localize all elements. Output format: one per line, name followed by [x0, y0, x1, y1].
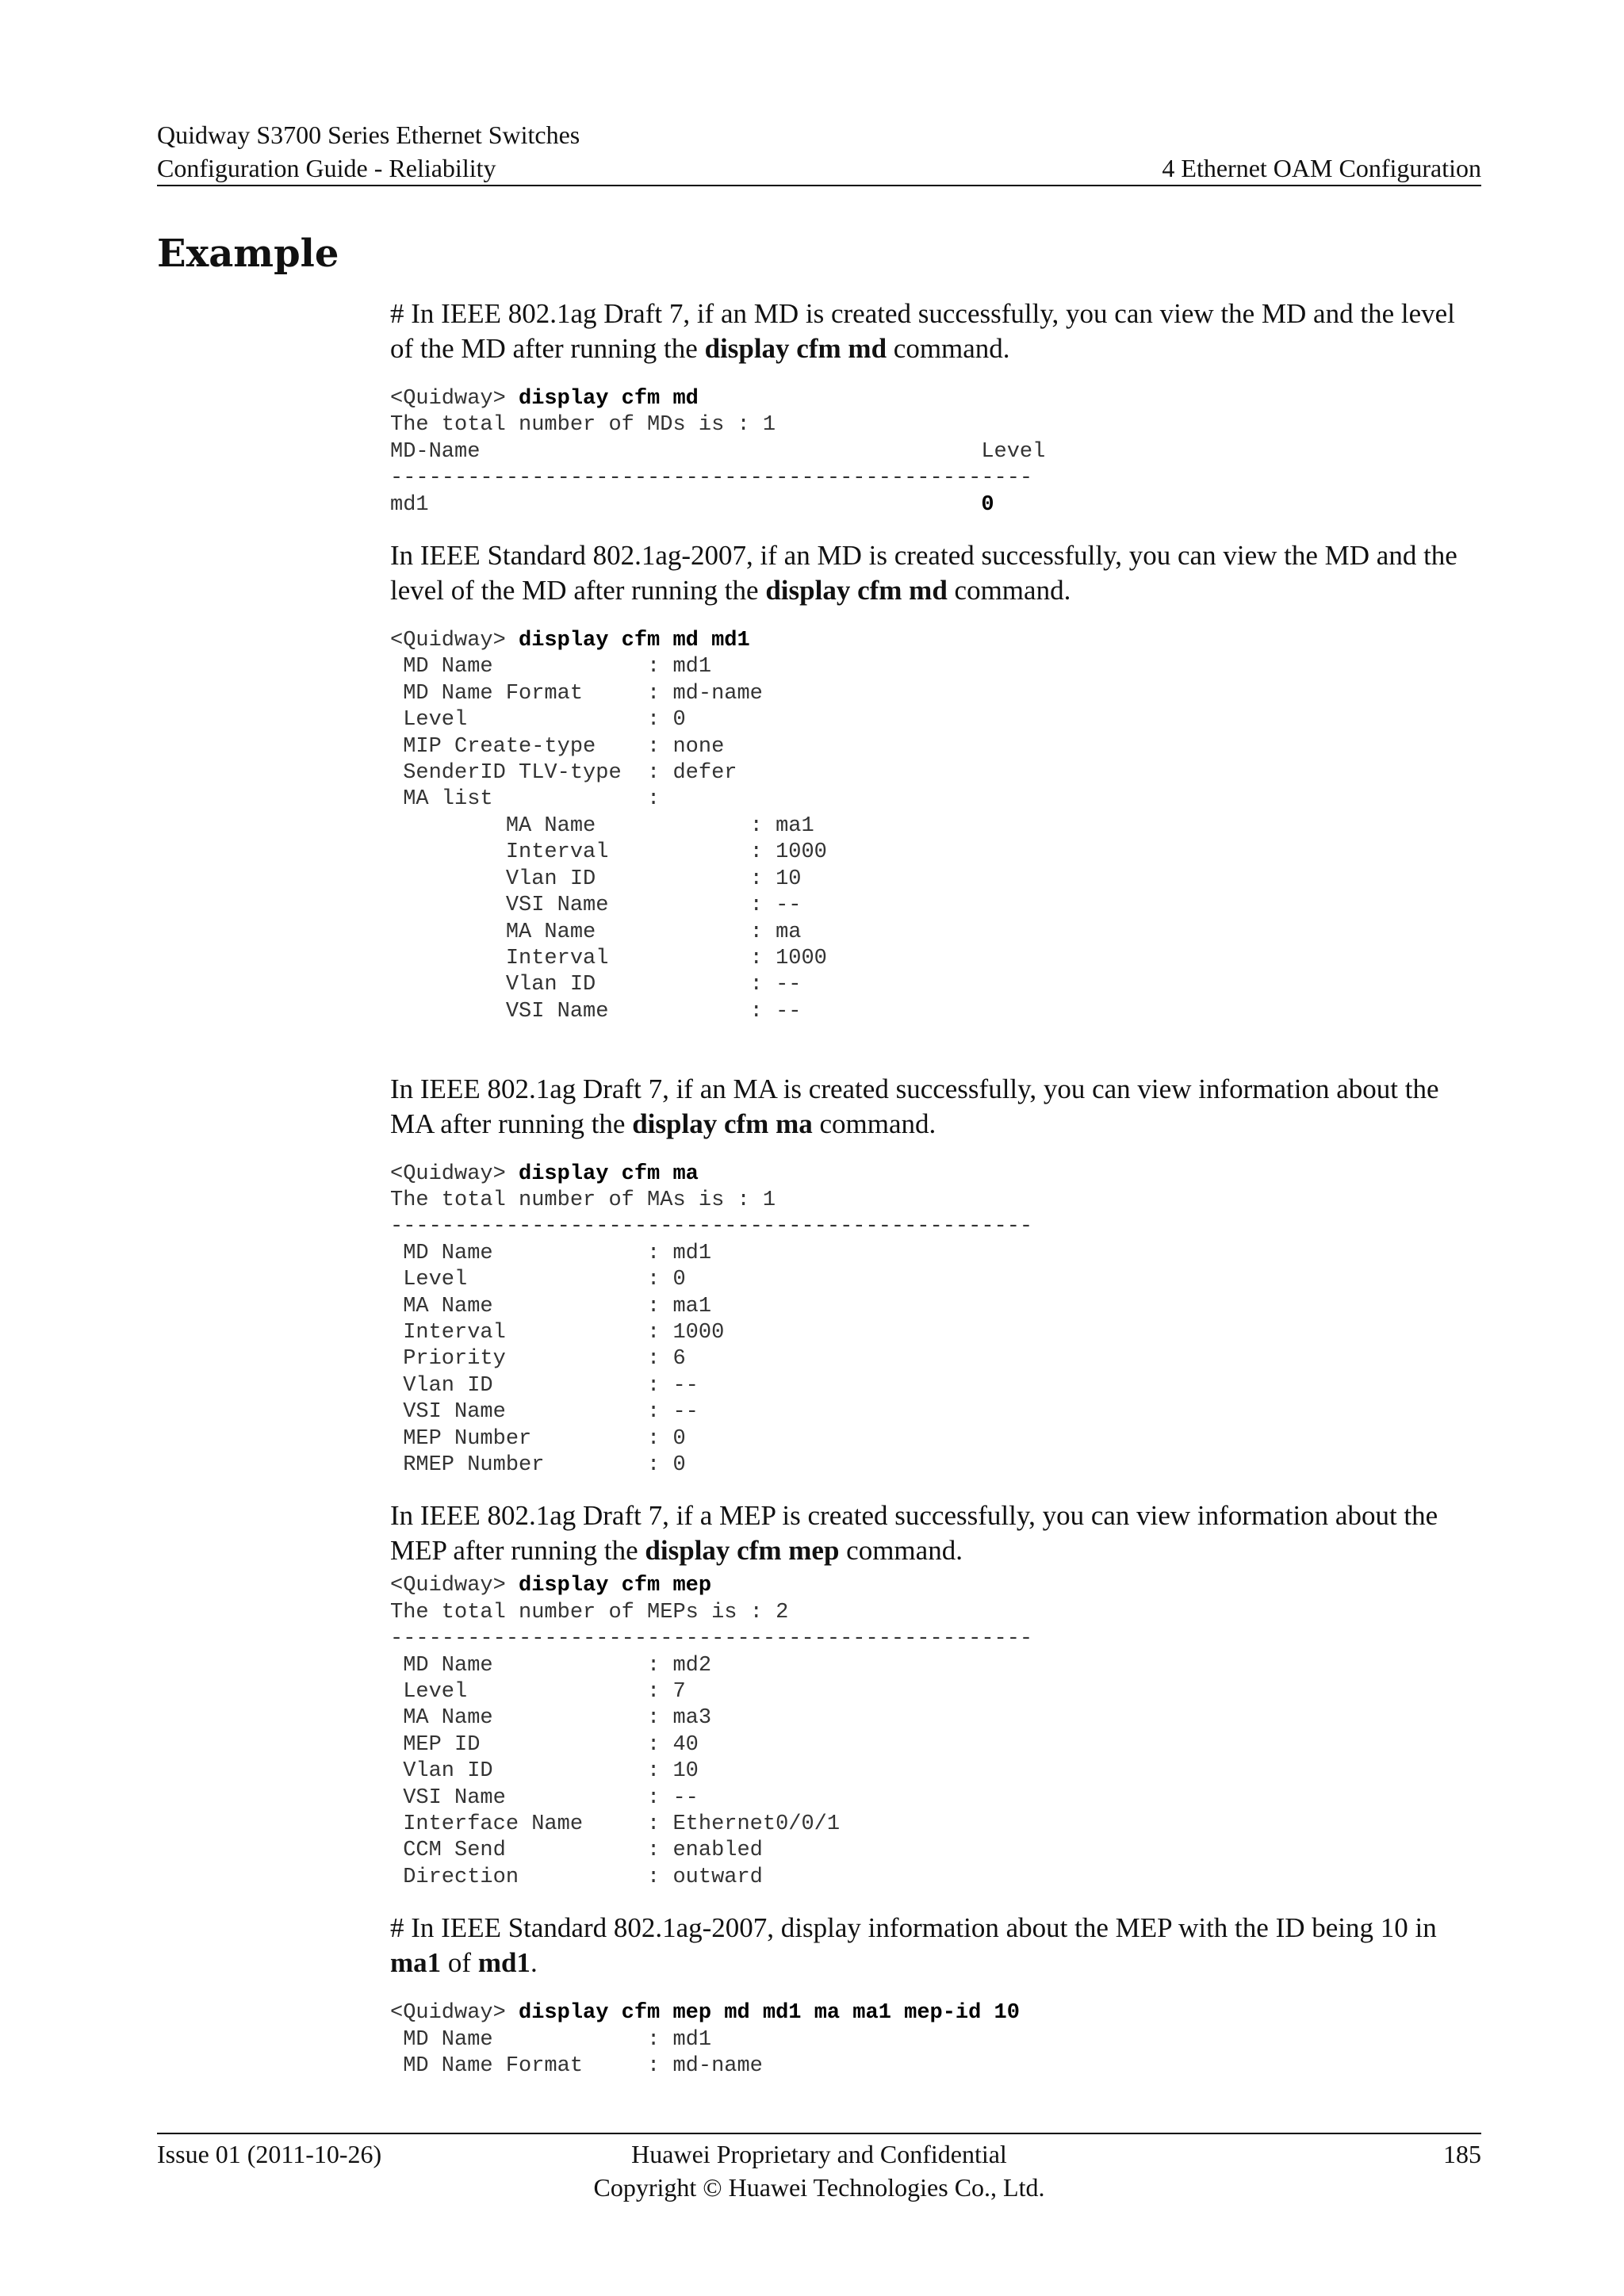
cli-line	[390, 1573, 1481, 1599]
cli-output-block	[390, 2000, 1481, 2080]
spacer	[390, 1891, 1481, 1911]
cli-line: Vlan ID : 10	[390, 867, 802, 891]
cli-line: RMEP Number : 0	[390, 1453, 686, 1477]
text-run: .	[530, 1947, 538, 1979]
cli-line: VSI Name : --	[390, 1400, 699, 1425]
spacer	[390, 1142, 1481, 1161]
cli-line: MEP Number : 0	[390, 1426, 686, 1451]
cli-output-block	[390, 1573, 1481, 1891]
cli-line: Interval : 1000	[390, 840, 827, 865]
body-paragraph	[390, 1911, 1481, 1980]
cli-line: MA Name : ma	[390, 920, 802, 944]
cli-line: Priority : 6	[390, 1347, 686, 1372]
command-keyword: display cfm md	[519, 387, 699, 411]
spacer	[390, 366, 1481, 386]
text-run: In IEEE 802.1ag Draft 7, if a MEP is created successfully, you can view information about the MEP after running the	[390, 1500, 1438, 1567]
text-run: <Quidway>	[390, 387, 519, 411]
cli-line: Interface Name : Ethernet0/0/1	[390, 1812, 841, 1837]
page-number: 185	[1443, 2140, 1481, 2168]
text-run: In IEEE Standard 802.1ag-2007, if an MD is created successfully, you can view the MD and the level of the MD after running the	[390, 540, 1457, 607]
cli-output-block	[390, 386, 1481, 519]
footer-notice	[157, 2137, 1481, 2204]
spacer	[390, 1980, 1481, 2000]
command-keyword: display cfm ma	[519, 1161, 699, 1186]
command-keyword: display cfm mep	[519, 1574, 712, 1598]
cli-line: Vlan ID : --	[390, 1373, 699, 1398]
cli-line: MA Name : ma1	[390, 1294, 712, 1318]
cli-line: --------------------------------------------------	[390, 1627, 1033, 1651]
text-run: <Quidway>	[390, 629, 519, 653]
body-paragraph	[390, 297, 1481, 366]
text-run: command.	[947, 575, 1071, 607]
cli-line: Vlan ID : --	[390, 973, 802, 997]
cli-line: MD Name : md1	[390, 655, 712, 679]
cli-line: CCM Send : enabled	[390, 1839, 763, 1863]
text-run: md1	[390, 492, 982, 517]
cli-line: MEP ID : 40	[390, 1732, 699, 1757]
cli-line: SenderID TLV-type : defer	[390, 761, 737, 786]
cli-line	[390, 386, 1481, 412]
text-run: of	[441, 1947, 478, 1979]
footer-issue: Issue 01 (2011-10-26)	[157, 2140, 382, 2168]
cli-line: VSI Name : --	[390, 1785, 699, 1810]
cli-output-block	[390, 1161, 1481, 1479]
cli-line	[390, 1161, 1481, 1188]
command-keyword: display cfm md md1	[519, 629, 750, 653]
cli-line: MD Name Format : md-name	[390, 2054, 763, 2079]
command-keyword: md1	[477, 1947, 530, 1979]
cli-line: Interval : 1000	[390, 946, 827, 970]
section-title: Example	[157, 232, 339, 276]
cli-line	[390, 628, 1481, 654]
body-paragraph	[390, 538, 1481, 608]
cli-line: Direction : outward	[390, 1865, 763, 1889]
text-run: command.	[812, 1108, 936, 1139]
text-run: # In IEEE 802.1ag Draft 7, if an MD is created successfully, you can view the MD and the level of the MD after running the	[390, 298, 1455, 364]
text-run: command.	[887, 333, 1010, 364]
text-run: <Quidway>	[390, 1161, 519, 1186]
cli-line: MD Name : md2	[390, 1653, 712, 1678]
footer-copyright: Copyright © Huawei Technologies Co., Ltd.	[593, 2173, 1045, 2202]
footer-proprietary: Huawei Proprietary and Confidential	[631, 2140, 1007, 2168]
cli-line	[390, 492, 1481, 519]
command-keyword: display cfm md	[765, 575, 948, 607]
header-guide-title: Configuration Guide - Reliability	[157, 154, 496, 182]
cli-output-block	[390, 628, 1481, 1052]
cli-line: MA Name : ma1	[390, 813, 814, 838]
cli-line: MA list :	[390, 787, 661, 812]
command-keyword: display cfm mep md md1 ma ma1 mep-id 10	[519, 2001, 1020, 2026]
cli-line: The total number of MEPs is : 2	[390, 1600, 789, 1624]
command-keyword: 0	[981, 492, 994, 517]
cli-line: MD Name : md1	[390, 1241, 712, 1265]
cli-line: Interval : 1000	[390, 1320, 725, 1345]
command-keyword: display cfm md	[704, 333, 887, 364]
cli-line: --------------------------------------------------	[390, 1215, 1033, 1239]
spacer	[390, 1052, 1481, 1072]
header-rule	[157, 185, 1481, 186]
cli-line: Level : 0	[390, 1268, 686, 1292]
cli-line: MD Name : md1	[390, 2027, 712, 2052]
text-run: In IEEE 802.1ag Draft 7, if an MA is created successfully, you can view information about the MA after running the	[390, 1073, 1439, 1139]
cli-line: MD Name Format : md-name	[390, 681, 763, 706]
running-header	[157, 152, 1481, 184]
command-keyword: ma1	[390, 1947, 442, 1979]
cli-line: --------------------------------------------------	[390, 466, 1033, 491]
command-keyword: display cfm mep	[645, 1535, 840, 1567]
header-chapter-title: 4 Ethernet OAM Configuration	[1162, 154, 1481, 182]
cli-line: Vlan ID : 10	[390, 1759, 699, 1784]
page-body	[390, 297, 1481, 2080]
spacer	[390, 1479, 1481, 1498]
text-run: <Quidway>	[390, 1574, 519, 1598]
cli-line: Level : 0	[390, 708, 686, 733]
header-product-line: Quidway S3700 Series Ethernet Switches	[157, 121, 580, 149]
cli-line: VSI Name : --	[390, 999, 802, 1024]
cli-line: VSI Name : --	[390, 894, 802, 918]
spacer	[390, 519, 1481, 538]
cli-line	[390, 2000, 1481, 2026]
cli-line: The total number of MAs is : 1	[390, 1188, 776, 1212]
cli-line: MA Name : ma3	[390, 1706, 712, 1731]
spacer	[390, 608, 1481, 628]
cli-line: The total number of MDs is : 1	[390, 413, 776, 438]
footer-rule	[157, 2133, 1481, 2134]
text-run: # In IEEE Standard 802.1ag-2007, display information about the MEP with the ID being 10 in	[390, 1912, 1437, 1944]
text-run: <Quidway>	[390, 2001, 519, 2026]
body-paragraph	[390, 1072, 1481, 1142]
cli-line	[390, 1025, 1481, 1051]
command-keyword: display cfm ma	[632, 1108, 813, 1139]
body-paragraph	[390, 1498, 1481, 1568]
cli-line: MD-Name Level	[390, 439, 1046, 464]
text-run: command.	[839, 1535, 963, 1567]
cli-line: MIP Create-type : none	[390, 734, 725, 759]
cli-line: Level : 7	[390, 1680, 686, 1705]
